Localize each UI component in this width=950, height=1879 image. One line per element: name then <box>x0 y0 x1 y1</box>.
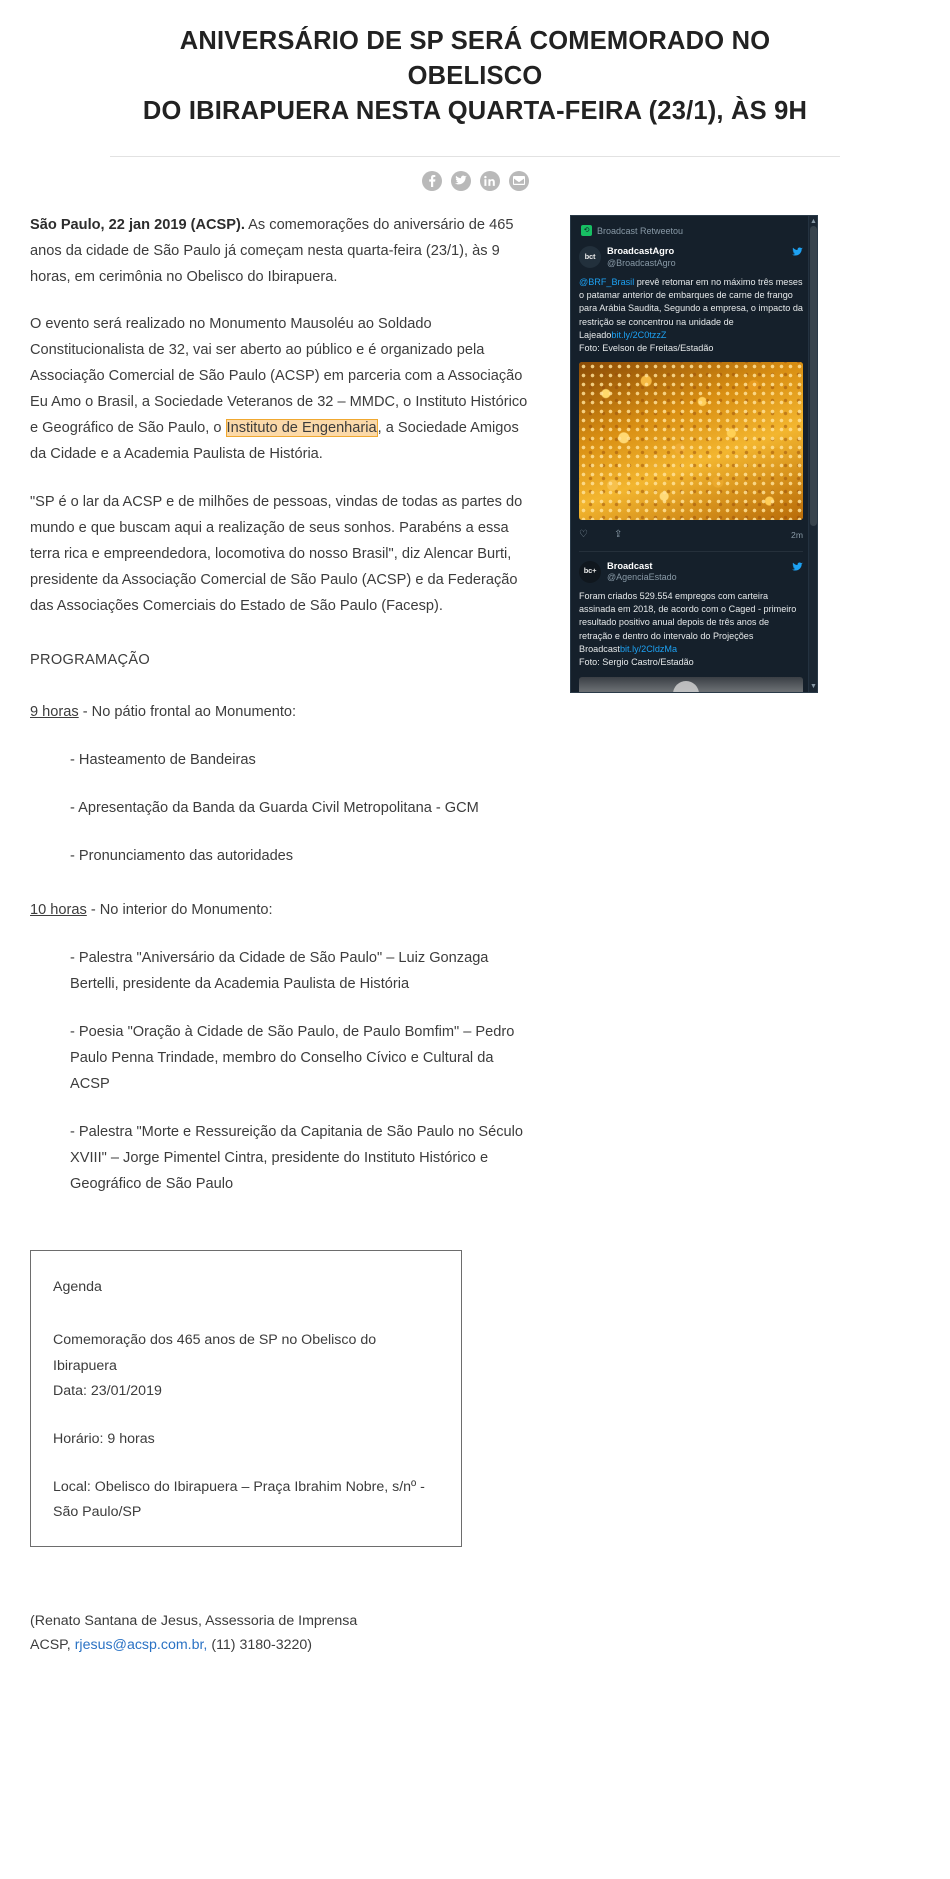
linkedin-icon[interactable] <box>480 171 500 191</box>
footer-line-2-pre: ACSP, <box>30 1637 75 1654</box>
tweet-actions <box>579 528 803 542</box>
tweet-header <box>579 561 803 584</box>
schedule-item: - Poesia "Oração à Cidade de São Paulo, de Paulo Bomfim" – Pedro Paulo Penna Trindade, membro do Conselho Cívico e Cultural da ACSP <box>70 1023 515 1092</box>
paragraph-2 <box>30 312 530 468</box>
retweet-notice <box>579 216 803 245</box>
avatar-initials: bct <box>584 252 596 261</box>
schedule-item: - Apresentação da Banda da Guarda Civil Metropolitana - GCM <box>70 800 479 817</box>
tweet-item[interactable] <box>579 551 803 693</box>
tweet-photo-credit: Foto: Sergio Castro/Estadão <box>579 657 694 668</box>
twitter-bird-icon[interactable] <box>792 247 803 262</box>
page-title-line-1: ANIVERSÁRIO DE SP SERÁ COMEMORADO NO OBELISCO <box>179 27 771 91</box>
retweet-icon: ⟲ <box>581 225 592 236</box>
highlighted-term: Instituto de Engenharia <box>226 420 377 437</box>
agenda-event-name: Comemoração dos 465 anos de SP no Obelisco do Ibirapuera <box>53 1332 377 1374</box>
schedule-time-label-0: 9 horas <box>30 704 79 721</box>
tweet-author <box>607 246 676 269</box>
schedule-item: - Pronunciamento das autoridades <box>70 848 294 864</box>
tweet-author <box>607 561 677 584</box>
tweet-mention[interactable]: @BRF_Brasil <box>579 276 635 287</box>
retweet-notice-label: Broadcast Retweetou <box>597 225 684 236</box>
tweet-author-name: BroadcastAgro <box>607 246 675 257</box>
schedule-time-1 <box>30 898 530 924</box>
footer-phone: (11) 3180-3220) <box>211 1637 313 1654</box>
paragraph-2-part-b: , a Sociedade Amigos da Cidade e a Academia Paulista de História. <box>30 420 519 463</box>
scroll-up-icon[interactable]: ▲ <box>810 217 817 225</box>
contact-email-link[interactable]: rjesus@acsp.com.br, <box>74 1637 208 1654</box>
email-icon[interactable] <box>509 171 529 191</box>
share-bar <box>110 156 840 191</box>
tweet-link[interactable]: bit.ly/2C0tzzZ <box>611 329 667 340</box>
tweet-photo[interactable] <box>579 362 803 520</box>
paragraph-1 <box>30 213 530 291</box>
twitter-scrollbar[interactable] <box>808 216 817 692</box>
tweet-header <box>579 246 803 269</box>
agenda-event <box>53 1328 439 1405</box>
agenda-box <box>30 1250 462 1547</box>
scroll-down-icon[interactable]: ▼ <box>810 682 817 690</box>
agenda-date: Data: 23/01/2019 <box>53 1383 162 1400</box>
share-icon[interactable]: ⇪ <box>613 529 623 541</box>
page-title-line-2: DO IBIRAPUERA NESTA QUARTA-FEIRA (23/1), ÀS 9H <box>142 97 808 126</box>
scrollbar-thumb[interactable] <box>810 226 817 526</box>
dateline: São Paulo, 22 jan 2019 (ACSP). <box>30 216 245 233</box>
tweet-body: prevê retomar em no máximo três meses o patamar anterior de embarques de carne de frango para Arábia Saudita, Segundo a empresa, o impacto da restrição se concentrou na unidade de Lajeado <box>579 276 803 340</box>
agenda-time: Horário: 9 horas <box>53 1430 155 1447</box>
avatar[interactable] <box>579 561 601 583</box>
tweet-photo[interactable] <box>579 677 803 693</box>
article-footer <box>0 1609 950 1659</box>
agenda-location: Local: Obelisco do Ibirapuera – Praça Ibrahim Nobre, s/nº - São Paulo/SP <box>53 1478 425 1521</box>
article-body <box>0 213 950 1547</box>
tweet-text <box>579 590 803 670</box>
schedule-time-rest-0: - No pátio frontal ao Monumento: <box>78 704 297 721</box>
schedule-item: - Palestra "Aniversário da Cidade de São Paulo" – Luiz Gonzaga Bertelli, presidente da Academia Paulista de História <box>70 949 489 992</box>
schedule-item: - Palestra "Morte e Ressureição da Capitania de São Paulo no Século XVIII" – Jorge Pimentel Cintra, presidente do Instituto Histórico e Geográfico de São Paulo <box>70 1123 523 1192</box>
footer-line-1: (Renato Santana de Jesus, Assessoria de Imprensa <box>30 1612 358 1629</box>
tweet-item[interactable] <box>579 244 803 550</box>
twitter-widget[interactable] <box>570 215 818 693</box>
twitter-timeline-column <box>570 213 818 693</box>
agenda-title: Agenda <box>53 1278 102 1295</box>
tweet-author-name: Broadcast <box>607 560 653 571</box>
tweet-timestamp: 2m <box>791 530 803 541</box>
tweet-body: Foram criados 529.554 empregos com carteira assinada em 2018, de acordo com o Caged - primeiro resultado positivo anual depois de três anos de retração e dentro do intervalo do Projeções Broadcast <box>579 590 797 654</box>
schedule-time-label-1: 10 horas <box>30 901 87 918</box>
schedule-time-rest-1: - No interior do Monumento: <box>86 901 273 918</box>
article-header <box>0 0 950 191</box>
tweet-link[interactable]: bit.ly/2CldzMa <box>619 643 678 654</box>
tweet-photo-credit: Foto: Evelson de Freitas/Estadão <box>579 343 714 354</box>
tweet-author-handle: @BroadcastAgro <box>607 258 676 269</box>
tweet-author-handle: @AgenciaEstado <box>607 572 677 583</box>
tweet-photo-grain-overlay <box>579 362 803 520</box>
facebook-icon[interactable] <box>422 171 442 191</box>
twitter-feed <box>571 216 817 693</box>
article-text-column <box>30 213 530 1547</box>
tweet-text <box>579 276 803 356</box>
paragraph-3: "SP é o lar da ACSP e de milhões de pessoas, vindas de todas as partes do mundo e que buscam aqui a realização de seus sonhos. Parabéns a essa terra rica e empreendedora, locomotiva do nosso Brasil", diz Alencar Burti, presidente da Associação Comercial de São Paulo (ACSP) e da Federação das Associações Comerciais do Estado de São Paulo (Facesp). <box>30 494 523 615</box>
schedule-time-0 <box>30 700 530 726</box>
paragraph-2-part-a: O evento será realizado no Monumento Mausoléu ao Soldado Constitucionalista de 32, vai ser aberto ao público e é organizado pela Associação Comercial de São Paulo (ACSP) em parceria com a Associação Eu Amo o Brasil, a Sociedade Veteranos de 32 – MMDC, o Instituto Histórico e Geográfico de São Paulo, o <box>30 316 528 437</box>
twitter-bird-icon[interactable] <box>792 562 803 577</box>
avatar-initials: bc+ <box>583 566 597 576</box>
like-icon[interactable]: ♡ <box>579 529 588 541</box>
avatar[interactable] <box>579 246 601 268</box>
section-heading-programacao: PROGRAMAÇÃO <box>30 652 151 669</box>
twitter-icon[interactable] <box>451 171 471 191</box>
footer-line-2 <box>30 1633 920 1658</box>
page-title <box>110 24 840 130</box>
paragraph-1-text: As comemorações do aniversário de 465 anos da cidade de São Paulo já começam nesta quarta-feira (23/1), às 9 horas, em cerimônia no Obelisco do Ibirapuera. <box>30 216 514 285</box>
schedule-item: - Hasteamento de Bandeiras <box>70 752 256 769</box>
